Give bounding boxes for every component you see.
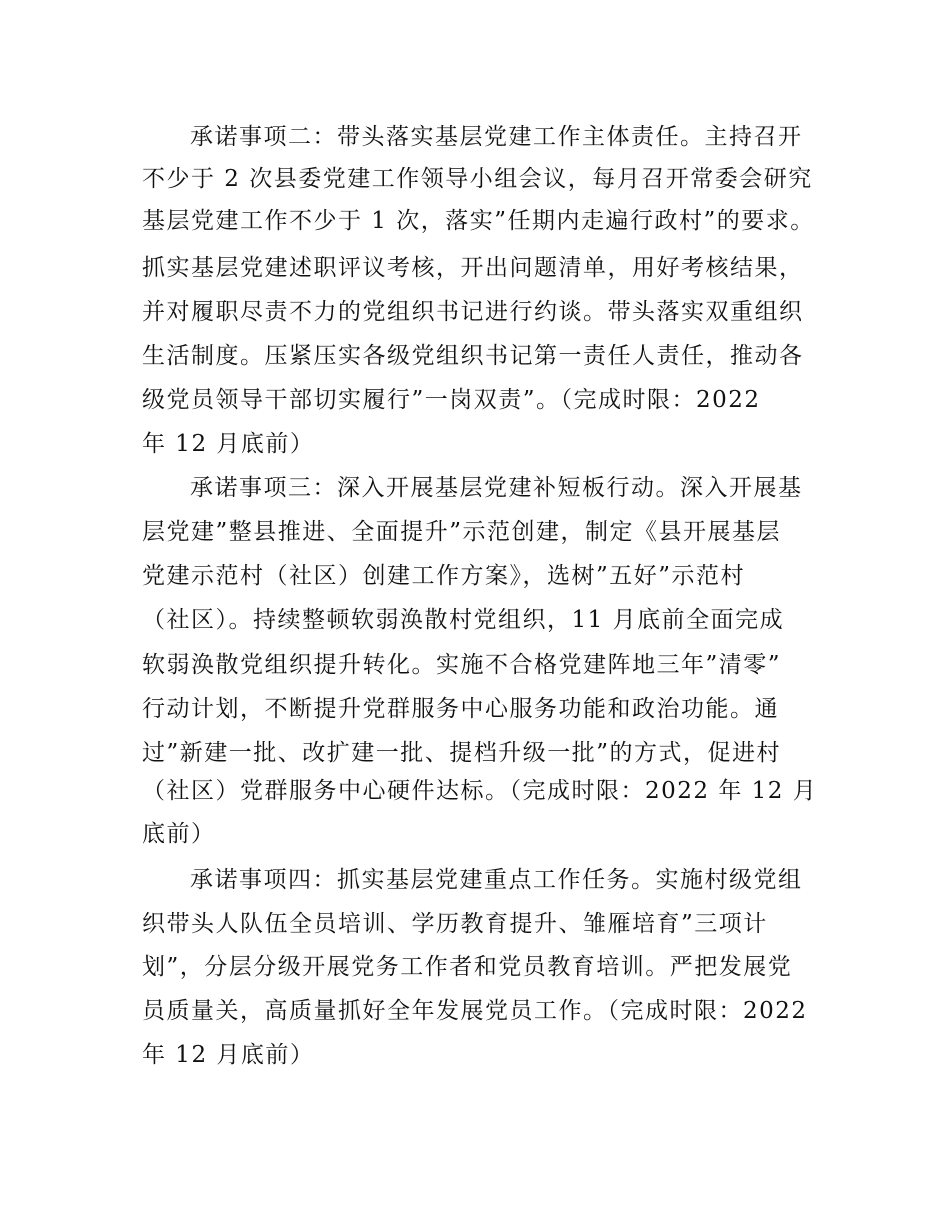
paragraph-line: 年 12 月底前） [142, 431, 315, 457]
paragraph-line: （社区）。持续整顿软弱涣散村党组织，11 月底前全面完成 [142, 607, 785, 633]
paragraph-line: 承诺事项三：深入开展基层党建补短板行动。深入开展基 [190, 475, 803, 501]
paragraph-line: 并对履职尽责不力的党组织书记进行约谈。带头落实双重组织 [142, 299, 804, 325]
paragraph-line: 抓实基层党建述职评议考核，开出问题清单，用好考核结果， [142, 255, 804, 281]
paragraph-line: 年 12 月底前） [142, 1042, 315, 1068]
paragraph-line: 生活制度。压紧压实各级党组织书记第一责任人责任，推动各 [142, 343, 804, 369]
paragraph-line: 员质量关，高质量抓好全年发展党员工作。（完成时限：2022 [142, 998, 808, 1024]
paragraph-line: 不少于 2 次县委党建工作领导小组会议，每月召开常委会研究 [142, 166, 813, 192]
paragraph-line: 基层党建工作不少于 1 次，落实”任期内走遍行政村”的要求。 [142, 208, 815, 234]
paragraph-line: 党建示范村（社区）创建工作方案》，选树”五好”示范村 [142, 563, 746, 589]
paragraph-line: 承诺事项二：带头落实基层党建工作主体责任。主持召开 [190, 124, 803, 150]
paragraph-line: 底前） [142, 821, 216, 847]
paragraph-line: 层党建”整县推进、全面提升”示范创建，制定《县开展基层 [142, 519, 782, 545]
paragraph-line: 织带头人队伍全员培训、学历教育提升、雏雁培育”三项计 [142, 911, 768, 937]
paragraph-line: 级党员领导干部切实履行”一岗双责”。（完成时限：2022 [142, 387, 761, 413]
paragraph-line: 行动计划，不断提升党群服务中心服务功能和政治功能。通 [142, 696, 779, 722]
paragraph-line: 划”，分层分级开展党务工作者和党员教育培训。严把发展党 [142, 954, 793, 980]
paragraph-line: 过”新建一批、改扩建一批、提档升级一批”的方式，促进村 [142, 740, 782, 766]
paragraph-line: （社区）党群服务中心硬件达标。（完成时限：2022 年 12 月 [142, 778, 818, 804]
paragraph-line: 承诺事项四：抓实基层党建重点工作任务。实施村级党组 [190, 867, 803, 893]
paragraph-line: 软弱涣散党组织提升转化。实施不合格党建阵地三年”清零” [142, 652, 782, 678]
